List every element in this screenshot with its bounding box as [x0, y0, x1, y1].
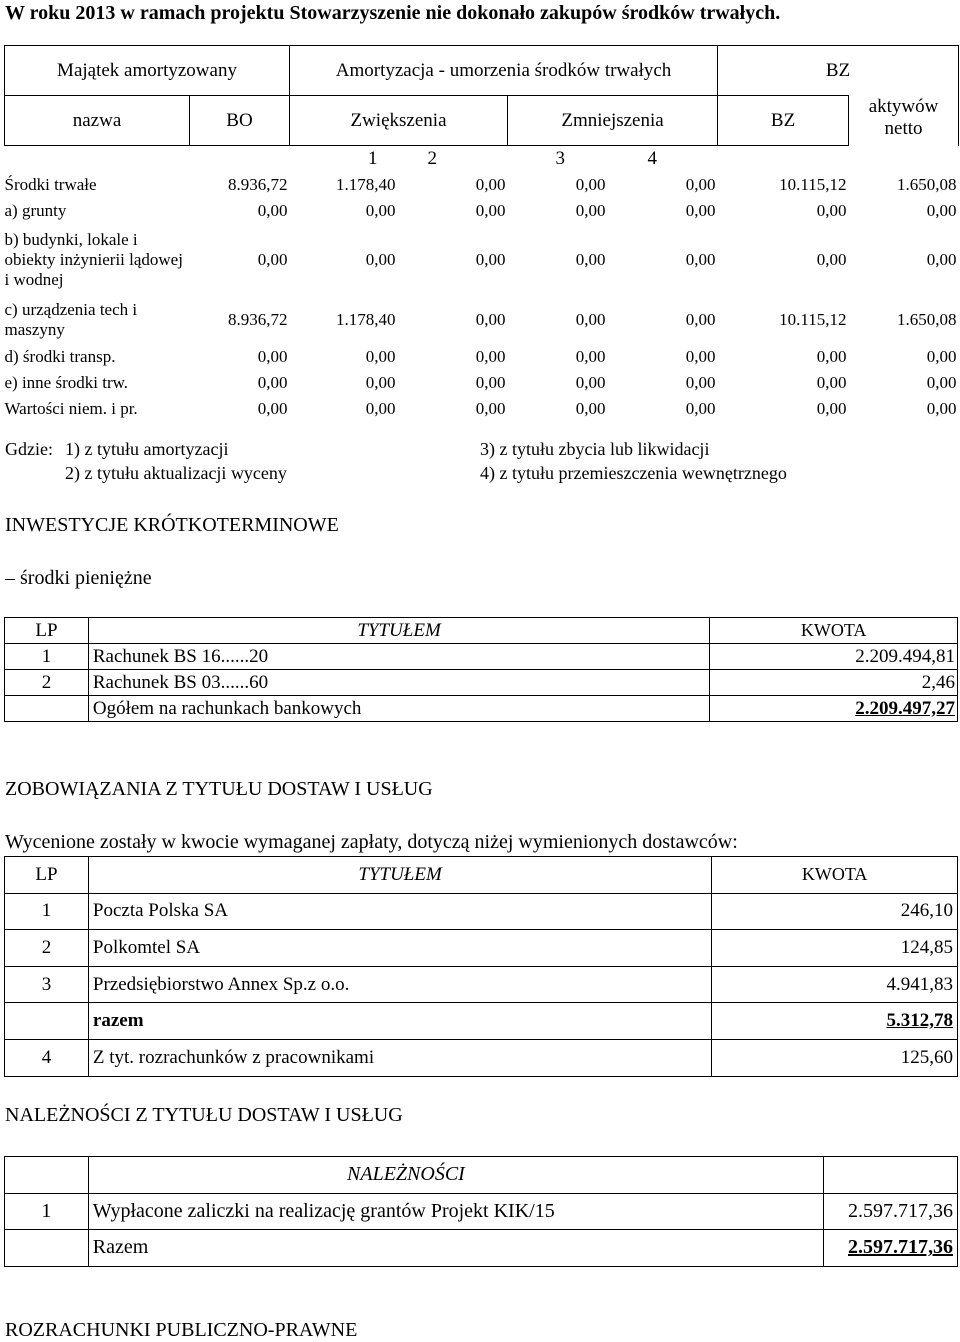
asset-value: 0,00 [685, 372, 716, 392]
asset-value: 0,00 [365, 398, 396, 418]
assets-group-header: Majątek amortyzowany [5, 46, 290, 96]
asset-value: 0,00 [685, 346, 716, 366]
investments-subtitle: – środki pieniężne [5, 567, 152, 589]
col-decreases: Zmniejszenia [508, 96, 718, 146]
asset-value: 0,00 [575, 372, 606, 392]
cash-total-title: Ogółem na rachunkach bankowych [88, 696, 709, 722]
asset-value: 0,00 [816, 200, 847, 220]
asset-value: 10.115,12 [779, 174, 847, 194]
col-num-3: 3 [555, 147, 565, 169]
liab-row-title: Poczta Polska SA [88, 893, 711, 930]
asset-value: 0,00 [365, 249, 396, 269]
asset-value: 0,00 [685, 174, 716, 194]
liab-row-amount: 124,85 [712, 930, 958, 967]
asset-value: 0,00 [575, 346, 606, 366]
liab-row-lp: 1 [5, 893, 89, 930]
col-num-1: 1 [368, 147, 378, 169]
table-row [5, 370, 959, 396]
asset-value: 1.178,40 [336, 174, 396, 194]
liabilities-description: Wycenione zostały w kwocie wymaganej zapłaty, dotyczą niżej wymienionych dostawców: [5, 831, 738, 853]
asset-value: 0,00 [365, 372, 396, 392]
asset-value: 0,00 [365, 200, 396, 220]
table-row [5, 1003, 958, 1040]
asset-value: 0,00 [926, 398, 957, 418]
bz-group-header: BZ [718, 46, 959, 96]
asset-value: 0,00 [816, 346, 847, 366]
public-settlements-title: ROZRACHUNKI PUBLICZNO-PRAWNE [5, 1319, 358, 1341]
liab-row-amount: 4.941,83 [712, 966, 958, 1003]
liab-row-amount: 125,60 [712, 1039, 958, 1076]
liab-subtotal-title: razem [88, 1003, 711, 1040]
asset-value: 0,00 [685, 309, 716, 329]
asset-value: 0,00 [475, 174, 506, 194]
col-increases: Zwiększenia [290, 96, 508, 146]
asset-value: 0,00 [475, 346, 506, 366]
cash-header-title: TYTUŁEM [88, 618, 709, 644]
asset-value: 0,00 [257, 398, 288, 418]
table-row [5, 1230, 958, 1267]
intro-text: W roku 2013 w ramach projektu Stowarzyszenie nie dokonało zakupów środków trwałych. [5, 2, 781, 24]
table-row [5, 172, 959, 198]
table-row [5, 966, 958, 1003]
col-net-assets: aktywów netto [849, 96, 959, 146]
asset-name: b) budynki, lokale i obiekty inżynierii lądowej i wodnej [4, 229, 183, 289]
liab-header-amount: KWOTA [712, 857, 958, 894]
asset-value: 0,00 [926, 346, 957, 366]
recv-row-title: Wypłacone zaliczki na realizację grantów Projekt KIK/15 [88, 1193, 823, 1230]
col-num-2: 2 [427, 147, 437, 169]
table-row [5, 296, 959, 344]
recv-row-amount: 2.597.717,36 [824, 1193, 958, 1230]
asset-value: 0,00 [575, 174, 606, 194]
col-num-4: 4 [647, 147, 657, 169]
liab-subtotal-amount: 5.312,78 [712, 1003, 958, 1040]
notes-prefix: Gdzie: [5, 439, 53, 459]
liab-header-title: TYTUŁEM [88, 857, 711, 894]
cash-row-lp: 2 [5, 670, 89, 696]
asset-value: 0,00 [575, 398, 606, 418]
liab-row-title: Z tyt. rozrachunków z pracownikami [88, 1039, 711, 1076]
receivables-table [4, 1156, 958, 1267]
note-3: 3) z tytułu zbycia lub likwidacji [480, 439, 710, 459]
note-1: 1) z tytułu amortyzacji [65, 439, 229, 459]
table-row [5, 930, 958, 967]
receivables-title: NALEŻNOŚCI Z TYTUŁU DOSTAW I USŁUG [5, 1104, 403, 1126]
note-4: 4) z tytułu przemieszczenia wewnętrznego [480, 463, 787, 483]
asset-value: 0,00 [575, 200, 606, 220]
table-row [5, 396, 959, 422]
table-row [5, 1193, 958, 1230]
cash-header-amount: KWOTA [710, 618, 958, 644]
asset-name: Środki trwałe [4, 174, 97, 194]
asset-value: 0,00 [257, 200, 288, 220]
asset-name: d) środki transp. [4, 346, 116, 366]
asset-value: 0,00 [816, 398, 847, 418]
asset-value: 0,00 [475, 309, 506, 329]
asset-value: 8.936,72 [228, 174, 288, 194]
table-row [5, 670, 958, 696]
table-row [5, 344, 959, 370]
asset-value: 0,00 [816, 372, 847, 392]
asset-value: 10.115,12 [779, 309, 847, 329]
asset-value: 0,00 [475, 372, 506, 392]
depreciation-group-header: Amortyzacja - umorzenia środków trwałych [290, 46, 718, 96]
recv-row-lp: 1 [5, 1193, 89, 1230]
cash-row-title: Rachunek BS 03......60 [88, 670, 709, 696]
investments-title: INWESTYCJE KRÓTKOTERMINOWE [5, 514, 339, 536]
table-row [5, 696, 958, 722]
asset-value: 1.178,40 [336, 309, 396, 329]
col-bo: BO [190, 96, 290, 146]
asset-value: 0,00 [575, 249, 606, 269]
asset-name: Wartości niem. i pr. [4, 398, 138, 418]
assets-table [4, 45, 959, 422]
asset-name: e) inne środki trw. [4, 372, 129, 392]
table-row [5, 198, 959, 224]
asset-name: a) grunty [4, 200, 67, 220]
asset-value: 0,00 [257, 249, 288, 269]
col-nazwa: nazwa [5, 96, 190, 146]
liab-header-lp: LP [5, 857, 89, 894]
asset-value: 0,00 [816, 249, 847, 269]
cash-row-amount: 2,46 [710, 670, 958, 696]
asset-value: 0,00 [926, 249, 957, 269]
asset-value: 0,00 [257, 372, 288, 392]
cash-row-lp: 1 [5, 644, 89, 670]
recv-total-title: Razem [88, 1230, 823, 1267]
liab-row-title: Polkomtel SA [88, 930, 711, 967]
liab-row-amount: 246,10 [712, 893, 958, 930]
recv-header-title: NALEŻNOŚCI [88, 1157, 823, 1194]
liabilities-title: ZOBOWIĄZANIA Z TYTUŁU DOSTAW I USŁUG [5, 778, 433, 800]
asset-value: 0,00 [257, 346, 288, 366]
liabilities-table [4, 856, 958, 1077]
cash-header-lp: LP [5, 618, 89, 644]
asset-name: c) urządzenia tech i maszyny [4, 299, 138, 339]
asset-value: 0,00 [475, 249, 506, 269]
liab-row-title: Przedsiębiorstwo Annex Sp.z o.o. [88, 966, 711, 1003]
note-2: 2) z tytułu aktualizacji wyceny [65, 463, 287, 483]
table-row [5, 1039, 958, 1076]
cash-total-amount: 2.209.497,27 [710, 696, 958, 722]
asset-value: 0,00 [685, 398, 716, 418]
table-row [5, 893, 958, 930]
asset-value: 0,00 [926, 372, 957, 392]
asset-value: 0,00 [475, 398, 506, 418]
asset-value: 0,00 [685, 249, 716, 269]
asset-value: 0,00 [575, 309, 606, 329]
table-row [5, 224, 959, 296]
cash-row-amount: 2.209.494,81 [710, 644, 958, 670]
asset-value: 0,00 [926, 200, 957, 220]
liab-row-lp: 4 [5, 1039, 89, 1076]
col-bz: BZ [718, 96, 849, 146]
asset-value: 0,00 [475, 200, 506, 220]
liab-row-lp: 3 [5, 966, 89, 1003]
asset-value: 8.936,72 [228, 309, 288, 329]
asset-value: 0,00 [365, 346, 396, 366]
recv-total-amount: 2.597.717,36 [824, 1230, 958, 1267]
liab-row-lp: 2 [5, 930, 89, 967]
cash-table [4, 617, 958, 722]
cash-row-title: Rachunek BS 16......20 [88, 644, 709, 670]
asset-value: 0,00 [685, 200, 716, 220]
asset-value: 1.650,08 [897, 309, 957, 329]
asset-value: 1.650,08 [897, 174, 957, 194]
table-row [5, 644, 958, 670]
